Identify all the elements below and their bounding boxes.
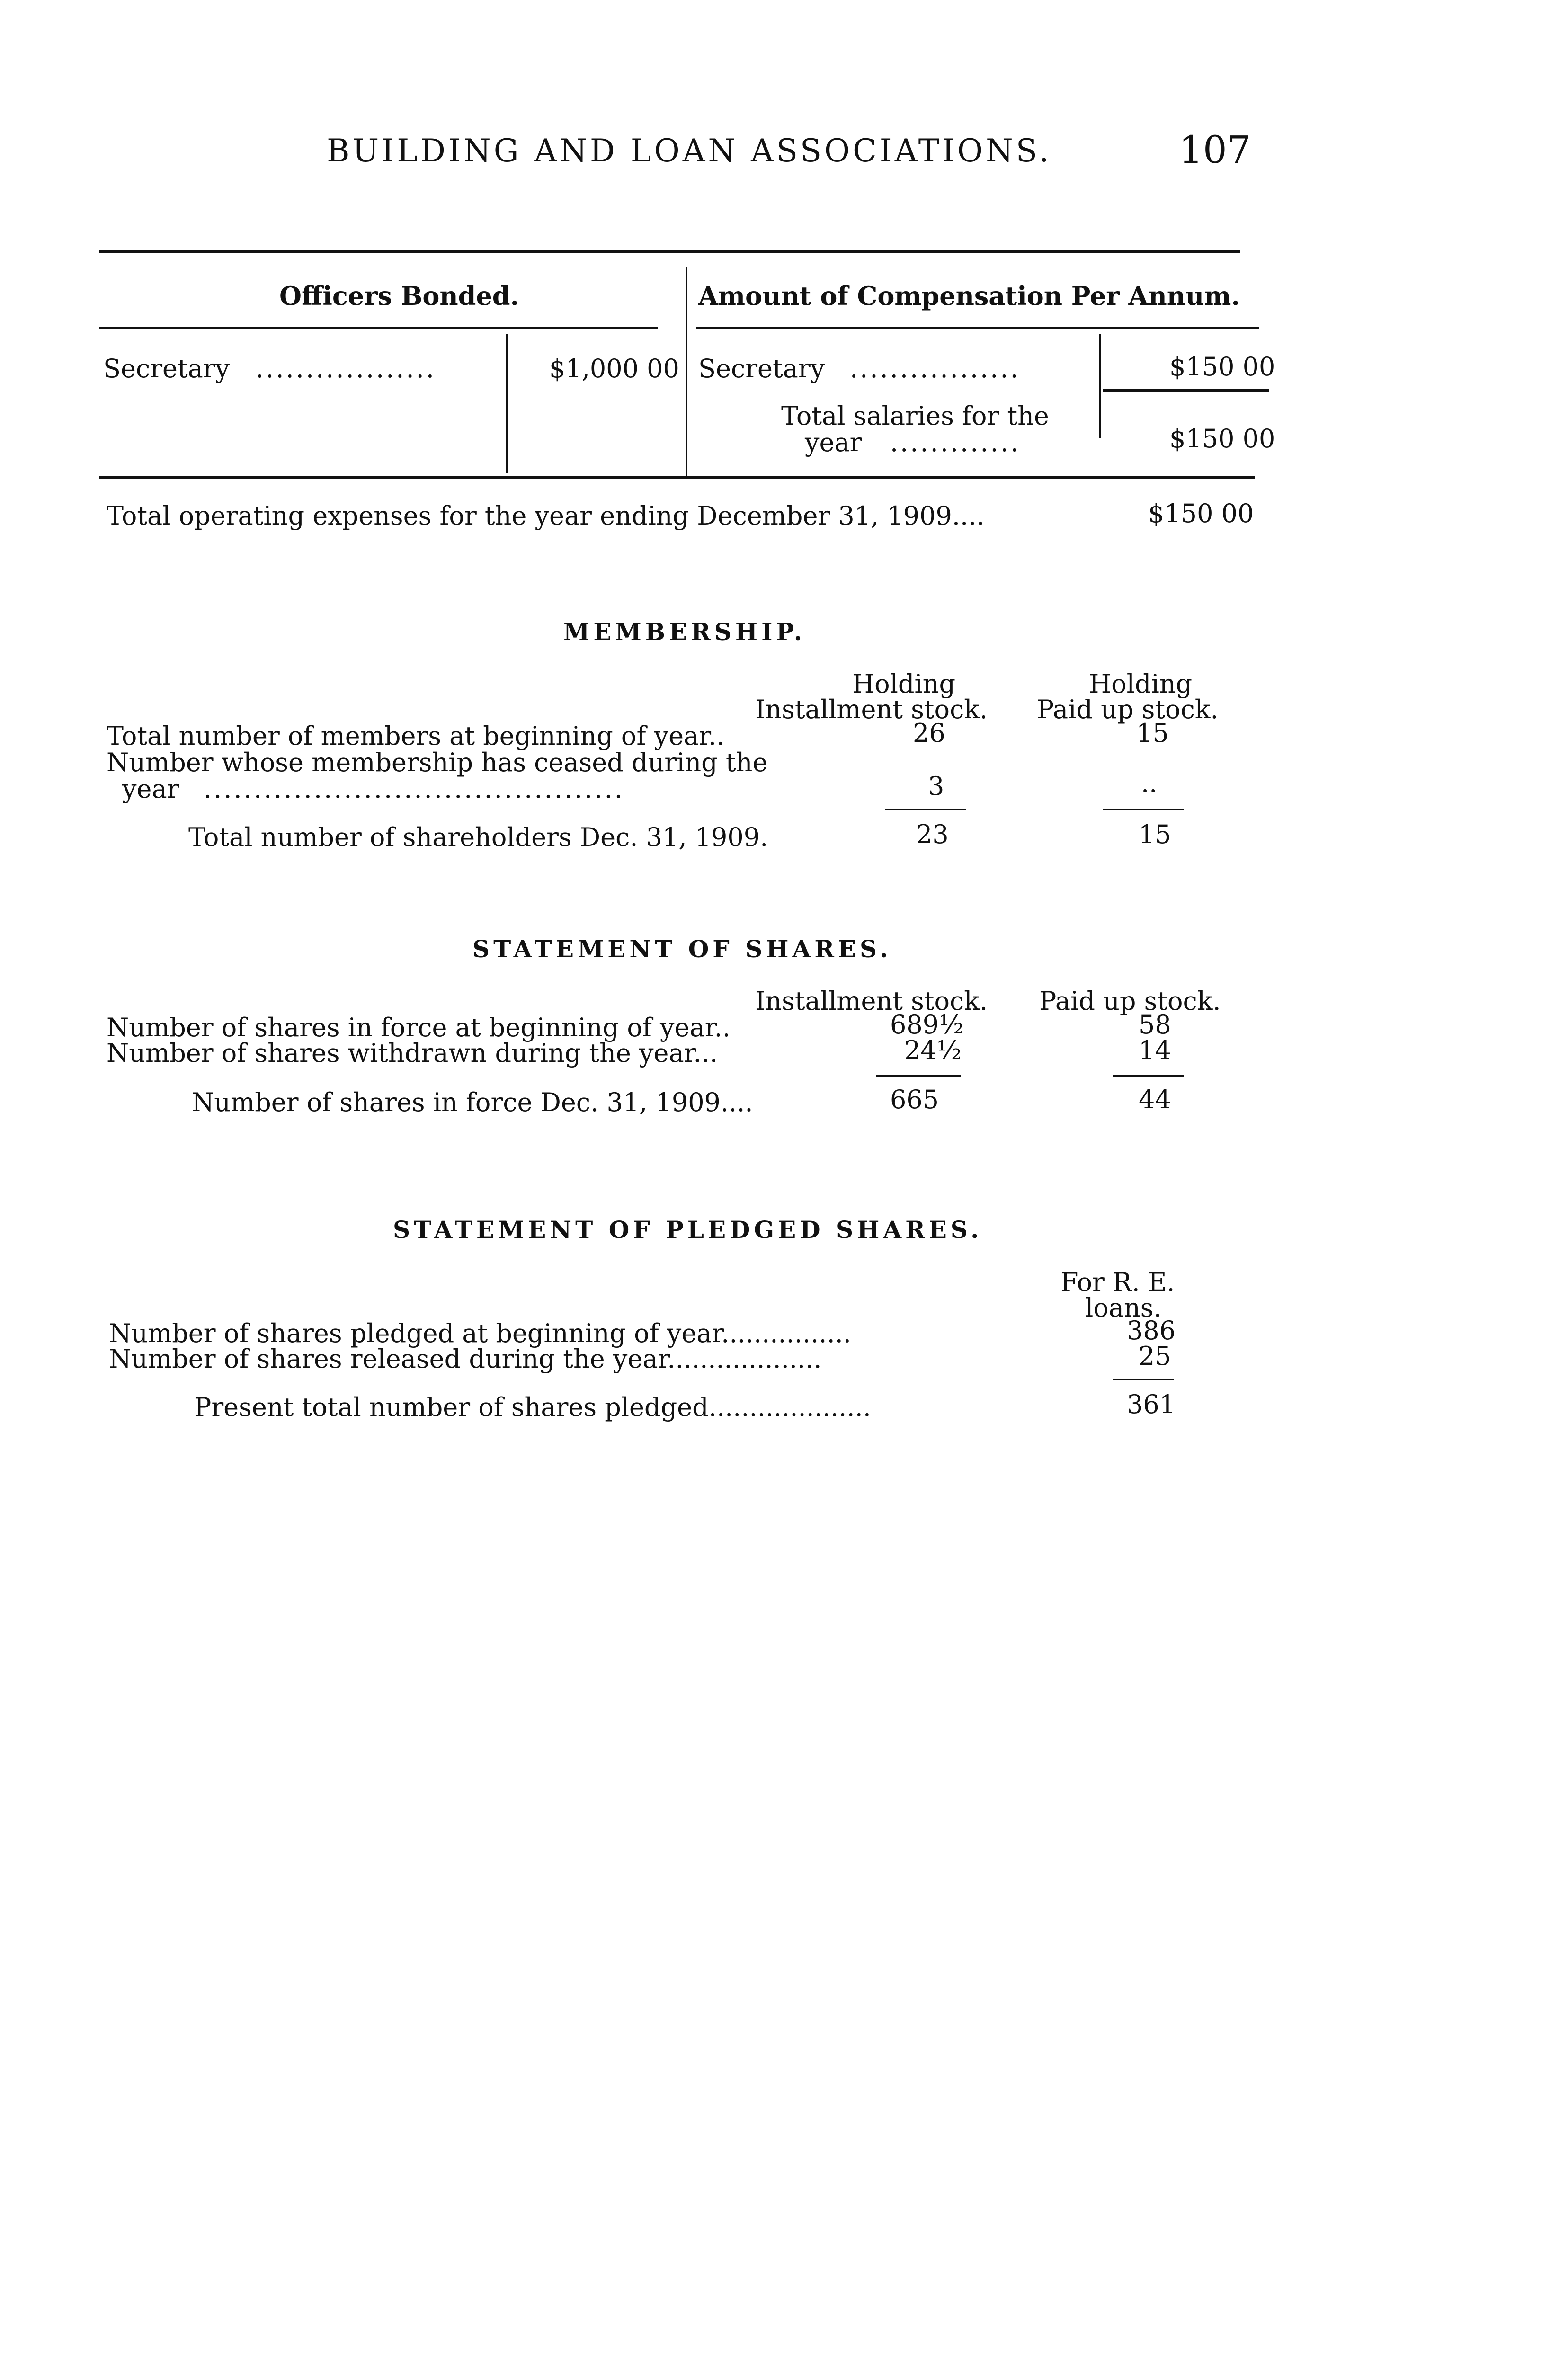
shares-rule-2 [1113, 1075, 1184, 1077]
membership-col2-line1: Holding [1089, 669, 1193, 699]
shares-col1: Installment stock. [755, 986, 988, 1016]
total-salaries-label: Total salaries for the [781, 401, 1049, 431]
pledged-row2-label: Number of shares released during the year................... [109, 1344, 822, 1374]
membership-total-v2: 15 [1139, 819, 1171, 849]
table-top-rule [99, 250, 1240, 253]
total-salaries-label-2: year [805, 427, 862, 457]
pledged-col-line1: For R. E. [1060, 1267, 1175, 1297]
membership-col1-line2: Installment stock. [755, 694, 988, 724]
membership-total-v1: 23 [916, 819, 949, 849]
amount-divider [506, 334, 508, 473]
shares-row1-v2: 58 [1139, 1010, 1171, 1040]
comp-amount: $150 00 [1169, 352, 1275, 382]
membership-row2-v2: .. [1141, 768, 1158, 798]
table-bottom-rule [99, 476, 1255, 479]
pledged-row1-v: 386 [1127, 1316, 1176, 1345]
pledged-total-label: Present total number of shares pledged.................... [194, 1392, 871, 1422]
shares-total-label: Number of shares in force Dec. 31, 1909.... [192, 1087, 753, 1117]
membership-rule-2 [1103, 809, 1184, 810]
membership-title: MEMBERSHIP. [563, 618, 806, 646]
shares-row2-v1: 24½ [904, 1035, 962, 1065]
pledged-col-line2: loans. [1085, 1293, 1162, 1323]
bonded-role: Secretary [103, 354, 230, 383]
membership-row1-v2: 15 [1136, 718, 1169, 748]
leader-dots: ............. [890, 427, 1021, 457]
header-rule-right [696, 327, 1259, 329]
membership-row1-label: Total number of members at beginning of year.. [107, 721, 725, 751]
table-divider [686, 267, 687, 476]
comp-role: Secretary [698, 354, 825, 383]
header-rule-left [99, 327, 658, 329]
shares-rule-1 [876, 1075, 961, 1077]
subtotal-rule [1103, 389, 1269, 392]
shares-title: STATEMENT OF SHARES. [472, 935, 892, 963]
running-title: BUILDING AND LOAN ASSOCIATIONS. [327, 133, 1052, 169]
membership-rule-1 [885, 809, 966, 810]
membership-total-label: Total number of shareholders Dec. 31, 1909. [188, 822, 768, 852]
pledged-row1-label: Number of shares pledged at beginning of year................ [109, 1318, 851, 1348]
operating-label: Total operating expenses for the year ending December 31, 1909.... [107, 501, 985, 531]
shares-row2-label: Number of shares withdrawn during the year... [107, 1038, 718, 1068]
membership-row2-label: Number whose membership has ceased during the [107, 747, 768, 777]
shares-total-v1: 665 [890, 1085, 939, 1114]
total-salaries-amount: $150 00 [1169, 424, 1275, 454]
shares-row1-label: Number of shares in force at beginning of year.. [107, 1013, 731, 1042]
comp-amount-divider [1099, 334, 1101, 438]
shares-row2-v2: 14 [1139, 1035, 1171, 1065]
col-header-officers-bonded: Officers Bonded. [279, 281, 519, 311]
page-number: 107 [1179, 128, 1251, 172]
shares-col2: Paid up stock. [1039, 986, 1221, 1016]
membership-row1-v1: 26 [913, 718, 945, 748]
membership-row2-label-2: year [122, 774, 179, 804]
pledged-title: STATEMENT OF PLEDGED SHARES. [393, 1216, 983, 1244]
leader-dots: .................. [256, 354, 436, 383]
pledged-total-v: 361 [1127, 1389, 1176, 1419]
pledged-row2-v: 25 [1139, 1341, 1171, 1371]
pledged-rule [1113, 1379, 1174, 1380]
leader-dots: .......................................... [204, 774, 624, 804]
col-header-compensation: Amount of Compensation Per Annum. [698, 281, 1240, 311]
bonded-amount: $1,000 00 [549, 354, 679, 383]
membership-col2-line2: Paid up stock. [1037, 694, 1219, 724]
membership-col1-line1: Holding [852, 669, 956, 699]
membership-row2-v1: 3 [928, 771, 944, 801]
operating-amount: $150 00 [1148, 498, 1254, 528]
leader-dots: ................. [850, 354, 1020, 383]
shares-row1-v1: 689½ [890, 1010, 964, 1040]
shares-total-v2: 44 [1139, 1085, 1171, 1114]
